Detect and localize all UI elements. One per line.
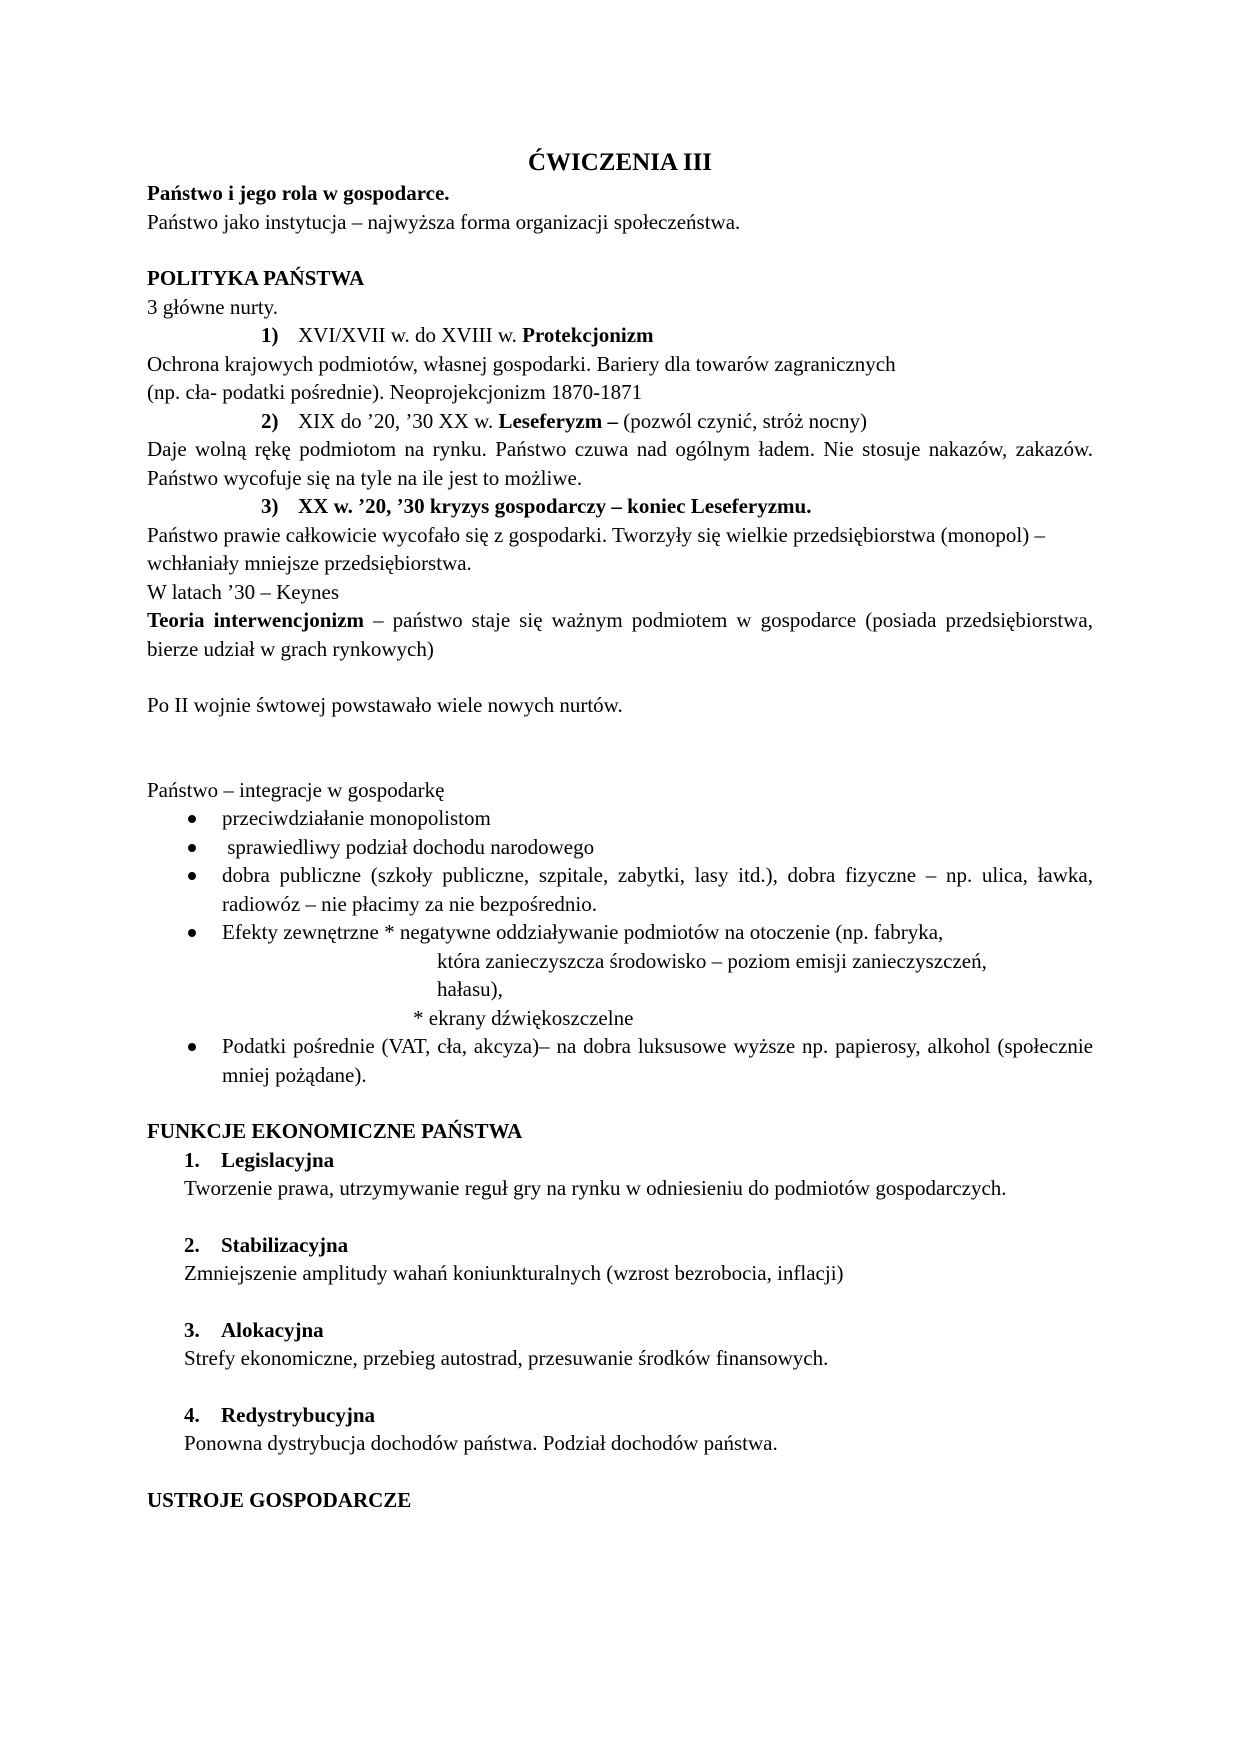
item-head: XX w. ’20, ’30 kryzys gospodarczy – koniec Leseferyzmu. (298, 494, 812, 518)
polityka-item-3-body-1: Państwo prawie całkowicie wycofało się z gospodarki. Tworzyły się wielkie przedsiębiorstwa (monopol) – wchłaniały mniejsze przedsiębiorstwa. (147, 522, 1045, 575)
list-item (147, 861, 1093, 918)
spacer (147, 720, 1093, 776)
bullet-icon (188, 1043, 196, 1051)
integracje-lead: Państwo – integracje w gospodarkę (147, 777, 445, 802)
polityka-item-1-body-2: (np. cła- podatki pośrednie). Neoprojekcjonizm 1870-1871 (147, 380, 643, 404)
bullet-icon (188, 929, 196, 937)
list-item-text: przeciwdziałanie monopolistom (222, 806, 491, 830)
funkcja-4-head (184, 1401, 1093, 1430)
funkcje-list (147, 1146, 1093, 1458)
item-head-bold: Leseferyzm – (498, 408, 618, 433)
list-item (147, 804, 1093, 833)
polityka-item-1-head (147, 321, 1093, 350)
funkcja-1-head (184, 1146, 1093, 1175)
funkcja-name: Legislacyjna (221, 1147, 335, 1172)
polityka-item-2-body: Daje wolną rękę podmiotom na rynku. Państwo czuwa nad ogólnym ładem. Nie stosuje nakazów, zakazów. Państwo wycofuje się na tyle na ile jest to możliwe. (147, 437, 1093, 490)
bullet-icon (188, 872, 196, 880)
bullet-icon (188, 815, 196, 823)
funkcja-name: Redystrybucyjna (221, 1402, 376, 1427)
funkcja-2-head (184, 1231, 1093, 1260)
item-head (298, 321, 654, 350)
funkcja-3-desc: Strefy ekonomiczne, przebieg autostrad, przesuwanie środków finansowych. (184, 1346, 829, 1370)
spacer (147, 236, 1093, 264)
item-number: 2) (261, 408, 279, 433)
list-item-text: dobra publiczne (szkoły publiczne, szpitale, zabytki, lasy itd.), dobra fizyczne – np. ulica, ławka, radiowóz – nie płacimy za nie bezpośrednio. (222, 863, 1093, 916)
efekty-star-2: * ekrany dźwiękoszczelne (413, 1005, 634, 1030)
funkcja-2-desc: Zmniejszenie amplitudy wahań koniunkturalnych (wzrost bezrobocia, inflacji) (184, 1261, 844, 1285)
funkcja-number: 4. (184, 1402, 200, 1427)
intro-text: Państwo jako instytucja – najwyższa forma organizacji społeczeństwa. (147, 209, 741, 234)
section-heading-polityka: POLITYKA PAŃSTWA (147, 266, 365, 290)
item-number: 1) (261, 323, 279, 347)
section-heading-ustroje: USTROJE GOSPODARCZE (147, 1487, 412, 1512)
spacer (147, 1458, 1093, 1486)
list-item (147, 833, 1093, 862)
polityka-item-1-body-1: Ochrona krajowych podmiotów, własnej gospodarki. Bariery dla towarów zagranicznych (147, 351, 896, 376)
item-head-text: XVI/XVII w. do XVIII w. (298, 323, 523, 347)
po-wojnie-text: Po II wojnie śwtowej powstawało wiele nowych nurtów. (147, 693, 623, 717)
spacer (147, 1089, 1093, 1117)
list-item-efekty (147, 918, 1093, 1032)
teoria-text: – państwo staje się ważnym podmiotem w gospodarce (posiada przedsiębiorstwa, bierze udział w grach rynkowych) (147, 608, 1094, 661)
efekty-line-3: hałasu), (437, 977, 503, 1001)
spacer (184, 1288, 1093, 1316)
subtitle: Państwo i jego rola w gospodarce. (147, 181, 450, 205)
list-item-text: Podatki pośrednie (VAT, cła, akcyza)– na dobra luksusowe wyższe np. papierosy, alkohol (społecznie mniej pożądane). (222, 1034, 1093, 1087)
efekty-line-2: która zanieczyszcza środowisko – poziom emisji zanieczyszczeń, (437, 948, 987, 973)
funkcja-4-desc: Ponowna dystrybucja dochodów państwa. Podział dochodów państwa. (184, 1431, 778, 1455)
list-item (147, 1032, 1093, 1089)
efekty-line-1: Efekty zewnętrzne * negatywne oddziaływanie podmiotów na otoczenie (np. fabryka, (222, 920, 944, 944)
funkcja-name: Alokacyjna (221, 1317, 324, 1342)
spacer (184, 1203, 1093, 1231)
funkcja-name: Stabilizacyjna (221, 1232, 349, 1257)
polityka-item-2-head (147, 407, 1093, 436)
integracje-list (147, 804, 1093, 1089)
spacer (184, 1373, 1093, 1401)
list-item-text: sprawiedliwy podział dochodu narodowego (222, 834, 595, 859)
spacer (147, 663, 1093, 691)
funkcja-3-head (184, 1316, 1093, 1345)
item-head-text: XIX do ’20, ’30 XX w. (298, 408, 499, 433)
polityka-item-3-body-2: W latach ’30 – Keynes (147, 579, 340, 604)
teoria-paragraph (147, 606, 1093, 663)
polityka-item-3-head (147, 492, 1093, 521)
section-heading-funkcje: FUNKCJE EKONOMICZNE PAŃSTWA (147, 1119, 523, 1143)
item-head (298, 407, 867, 436)
funkcja-number: 2. (184, 1232, 200, 1257)
teoria-term: Teoria interwencjonizm (147, 608, 365, 632)
item-head-rest: (pozwól czynić, stróż nocny) (617, 408, 867, 433)
document-content (147, 147, 1093, 1514)
funkcja-number: 1. (184, 1147, 200, 1172)
item-head-bold: Protekcjonizm (522, 323, 654, 347)
page-title: ĆWICZENIA III (527, 149, 713, 176)
funkcja-1-desc: Tworzenie prawa, utrzymywanie reguł gry na rynku w odniesieniu do podmiotów gospodarczych. (184, 1176, 1007, 1200)
bullet-icon (188, 844, 196, 852)
funkcja-number: 3. (184, 1317, 200, 1342)
item-number: 3) (261, 494, 279, 518)
polityka-lead: 3 główne nurty. (147, 294, 279, 319)
